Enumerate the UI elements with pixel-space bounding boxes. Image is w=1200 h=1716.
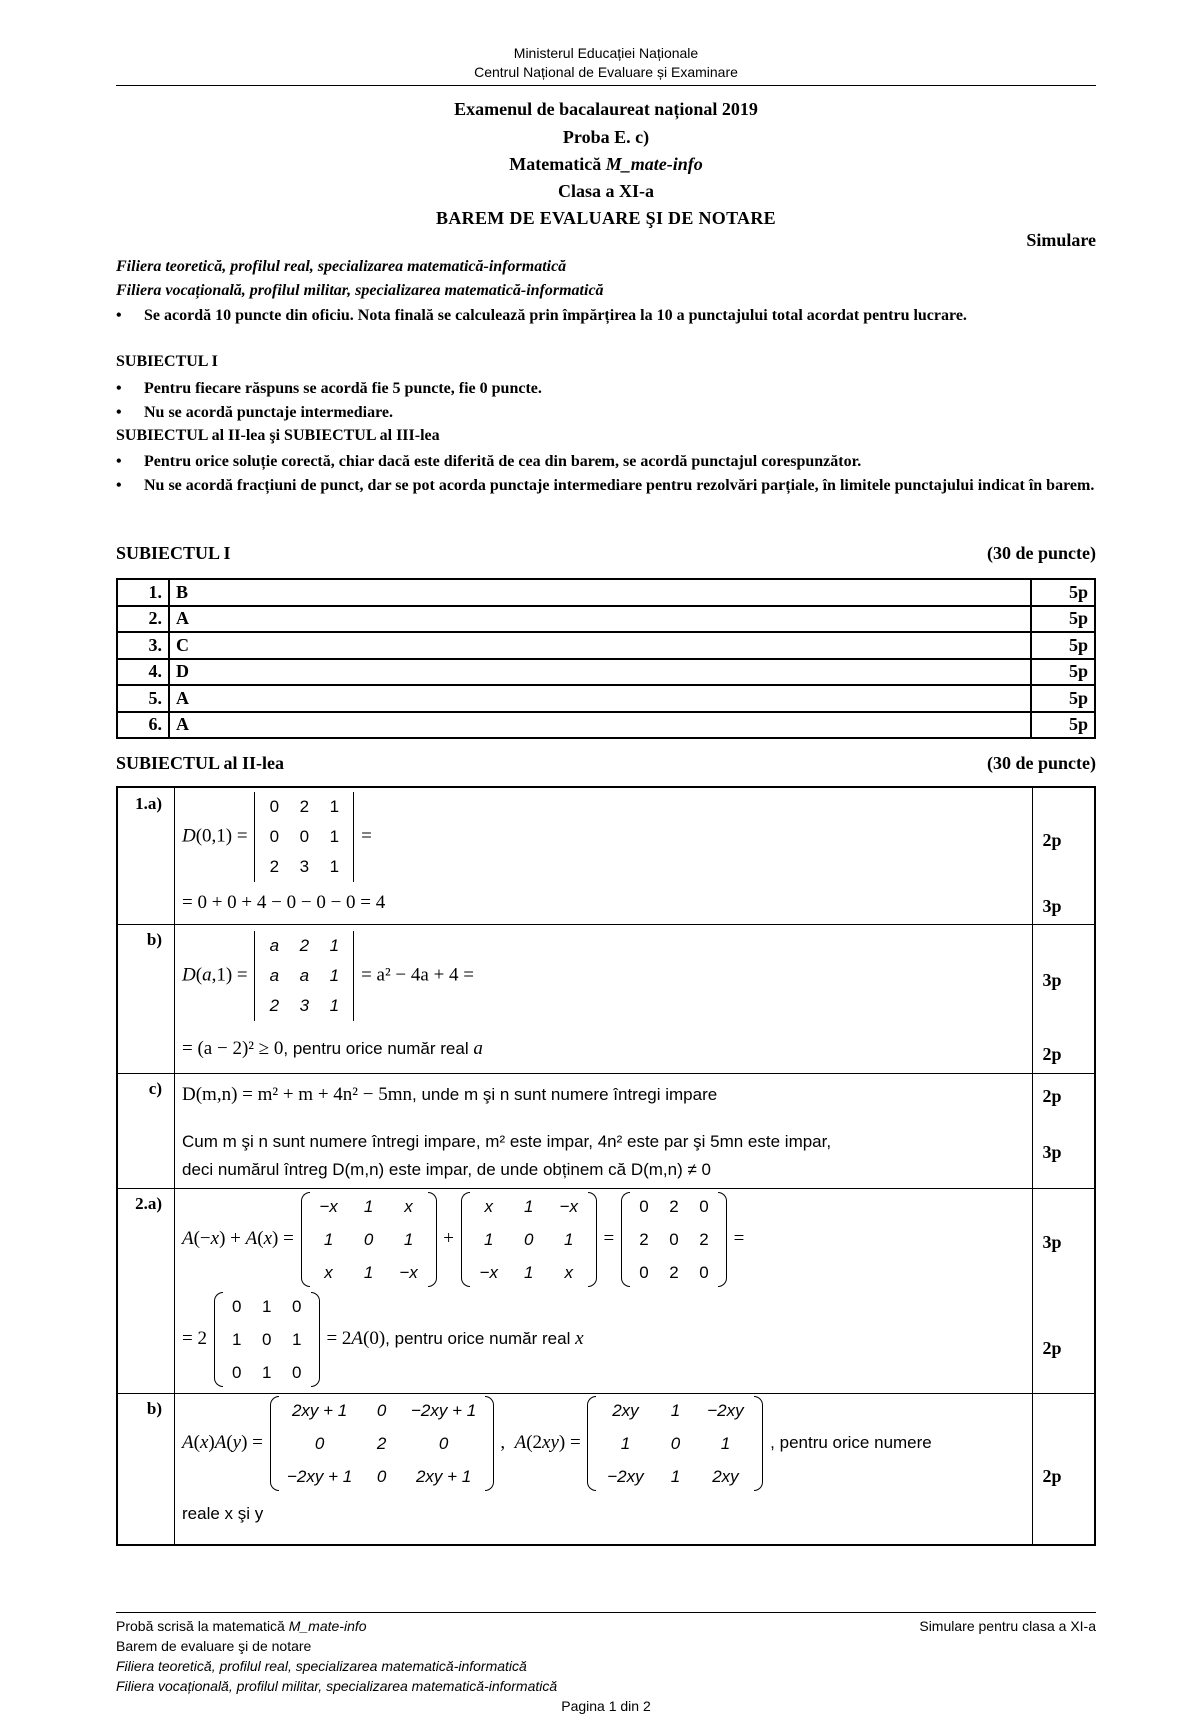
subject1-table [116, 578, 1096, 739]
points-1b-1: 3p [1042, 970, 1062, 990]
determinant-cell: 0 [299, 827, 310, 846]
points-1a-2: 3p [1042, 896, 1062, 916]
matrix-cell: 2xy + 1 [291, 1400, 348, 1420]
answer-value: D [169, 659, 1031, 686]
matrix-cell: 0 [231, 1296, 242, 1316]
footer-italic: M_mate-info [288, 1618, 367, 1634]
subject-italic: M_mate-info [605, 154, 703, 174]
matrix-cell: x [564, 1262, 573, 1282]
determinant-cell: 1 [329, 966, 340, 985]
item-number: 4. [117, 659, 169, 686]
matrix-cell: −2xy [607, 1466, 644, 1486]
points-value: 5p [1031, 712, 1095, 739]
s1-rule-1 [116, 377, 1096, 400]
answer-row [117, 712, 1095, 739]
determinant-cell: 1 [329, 827, 340, 846]
matrix-cell: 0 [670, 1433, 681, 1453]
answer-row [117, 632, 1095, 659]
c-explanation-1: Cum m şi n sunt numere întregi impare, m² este impar, 4n² este par şi 5mn este impar, [182, 1132, 832, 1151]
points-value: 5p [1031, 632, 1095, 659]
item-label-2b: b) [146, 1399, 162, 1418]
matrix-cell: 1 [524, 1196, 534, 1216]
answer-row [117, 659, 1095, 686]
expansion-1b: = a² − 4a + 4 = [361, 964, 475, 986]
matrix-cell: 1 [670, 1466, 681, 1486]
points-value: 5p [1031, 685, 1095, 712]
matrix-2a-1 [301, 1190, 437, 1289]
answer-value: A [169, 712, 1031, 739]
s23-rule-2 [116, 474, 1096, 497]
barem-title: BAREM DE EVALUARE ŞI DE NOTARE [436, 208, 776, 228]
item-number: 6. [117, 712, 169, 739]
matrix-cell: 2 [669, 1196, 679, 1216]
item-label-1c: c) [148, 1079, 162, 1098]
subject-title [116, 151, 1096, 178]
general-instruction [116, 304, 1096, 327]
matrix-cell: 0 [376, 1466, 387, 1486]
matrix-cell: 1 [620, 1433, 631, 1453]
matrix-cell: −x [319, 1196, 338, 1216]
item-number: 1. [117, 579, 169, 606]
points-value: 5p [1031, 659, 1095, 686]
s23-rules-title: SUBIECTUL al II-lea şi SUBIECTUL al III-lea [116, 427, 440, 444]
matrix-2b-2 [587, 1394, 763, 1493]
matrix-cell: 2 [669, 1262, 679, 1282]
matrix-cell: −x [559, 1196, 578, 1216]
footer-right: Simulare pentru clasa a XI-a [919, 1618, 1096, 1634]
subject1-title: SUBIECTUL I [116, 543, 231, 563]
matrix-cell: −x [479, 1262, 498, 1282]
page-number: Pagina 1 din 2 [561, 1698, 651, 1714]
determinant-cell: 1 [329, 797, 340, 816]
solution-2a-result: = 2 0 1 0 1 0 1 0 1 0 = 2A(0), pentru orice număr real x [182, 1290, 584, 1389]
matrix-cell: 0 [639, 1196, 649, 1216]
subject2-points: (30 de puncte) [987, 753, 1096, 773]
determinant-cell: 3 [299, 857, 310, 876]
proba-title: Proba E. c) [562, 127, 650, 147]
determinant-cell: a [269, 966, 280, 985]
filiera-line-2: Filiera vocațională, profilul militar, specializarea matematică-informatică [116, 282, 604, 299]
determinant-cell: a [299, 966, 310, 985]
answer-row [117, 685, 1095, 712]
rule-text: Pentru fiecare răspuns se acordă fie 5 puncte, fie 0 puncte. [144, 380, 542, 397]
footer-prefix: Probă scrisă la matematică [116, 1618, 289, 1634]
matrix-cell: 0 [231, 1362, 242, 1382]
matrix-cell: 0 [438, 1433, 449, 1453]
determinant-cell: 2 [269, 996, 280, 1015]
c-formula: D(m,n) = m² + m + 4n² − 5mn [182, 1084, 412, 1105]
matrix-2a-4 [214, 1290, 320, 1389]
exam-title: Examenul de bacalaureat național 2019 [454, 99, 758, 119]
matrix-cell: 2xy [612, 1400, 639, 1420]
matrix-cell: 1 [231, 1329, 242, 1349]
column-divider [174, 788, 175, 1544]
bullet: • [116, 380, 122, 397]
matrix-cell: 0 [291, 1362, 302, 1382]
matrix-cell: 1 [670, 1400, 681, 1420]
footer-line-4: Filiera vocațională, profilul militar, specializarea matematică-informatică [116, 1678, 558, 1694]
solution-2b-line-2 [182, 1504, 263, 1524]
matrix-cell: 1 [323, 1229, 334, 1249]
bullet: • [116, 453, 122, 470]
matrix-2a-3 [621, 1190, 727, 1289]
points-2a-2: 2p [1042, 1338, 1062, 1358]
points-value: 5p [1031, 579, 1095, 606]
item-number: 3. [117, 632, 169, 659]
matrix-cell: 1 [363, 1196, 374, 1216]
row-divider [118, 924, 1094, 925]
matrix-cell: 1 [564, 1229, 574, 1249]
footer-line-2: Barem de evaluare şi de notare [116, 1638, 312, 1654]
matrix-cell: 0 [524, 1229, 534, 1249]
rule-text: Nu se acordă fracțiuni de punct, dar se pot acorda punctaje intermediare pentru rezolvări parțiale, în limitele punctajului indicat în barem. [144, 477, 1095, 494]
determinant-1a [254, 792, 354, 882]
item-number: 5. [117, 685, 169, 712]
points-1c-2: 3p [1042, 1142, 1062, 1162]
simulare-label: Simulare [1026, 230, 1096, 250]
matrix-2b-1 [270, 1394, 494, 1493]
answer-value: A [169, 606, 1031, 633]
s1-rules-title: SUBIECTUL I [116, 353, 218, 370]
item-label-1a: 1.a) [135, 794, 162, 813]
matrix-cell: 2 [699, 1229, 709, 1249]
matrix-cell: x [324, 1262, 333, 1282]
points-2a-1: 3p [1042, 1232, 1062, 1252]
rule-text: Pentru orice soluție corectă, chiar dacă este diferită de cea din barem, se acordă punctajul corespunzător. [144, 453, 862, 470]
bullet: • [116, 404, 122, 421]
matrix-cell: 1 [291, 1329, 302, 1349]
subject2-title: SUBIECTUL al II-lea [116, 753, 285, 773]
result-1b-var: a [473, 1038, 483, 1059]
page-footer [116, 1616, 1096, 1716]
matrix-cell: 1 [261, 1362, 272, 1382]
matrix-cell: 1 [720, 1433, 731, 1453]
item-label-2a: 2.a) [135, 1194, 162, 1213]
matrix-cell: 0 [363, 1229, 374, 1249]
answer-value: B [169, 579, 1031, 606]
answer-row [117, 579, 1095, 606]
determinant-cell: a [269, 936, 280, 955]
result-2a-var: x [575, 1327, 584, 1349]
determinant-cell: 2 [299, 797, 310, 816]
determinant-cell: 1 [329, 857, 340, 876]
matrix-cell: x [484, 1196, 493, 1216]
matrix-cell: −2xy [707, 1400, 744, 1420]
matrix-cell: 0 [699, 1196, 709, 1216]
points-1b-2: 2p [1042, 1044, 1062, 1064]
c-condition: , unde m şi n sunt numere întregi impare [412, 1085, 718, 1104]
solution-1b-result [182, 1038, 483, 1060]
matrix-cell: 0 [376, 1400, 387, 1420]
points-1a-1: 2p [1042, 830, 1062, 850]
c-explanation-2: deci numărul întreg D(m,n) este impar, de unde obținem că D(m,n) ≠ 0 [182, 1160, 712, 1179]
matrix-cell: x [404, 1196, 413, 1216]
bullet: • [116, 307, 122, 324]
result-1b-text: , pentru orice număr real [283, 1039, 474, 1058]
class-title: Clasa a XI-a [557, 181, 654, 201]
points-value: 5p [1031, 606, 1095, 633]
solution-1c-line-2 [182, 1128, 962, 1184]
subject1-heading [116, 543, 1096, 564]
matrix-cell: 1 [403, 1229, 414, 1249]
result-2a-text: , pentru orice număr real [385, 1328, 576, 1348]
item-label-1b: b) [146, 930, 162, 949]
points-2b: 2p [1042, 1466, 1062, 1486]
answer-value: C [169, 632, 1031, 659]
matrix-cell: 0 [314, 1433, 325, 1453]
matrix-cell: 0 [261, 1329, 272, 1349]
document-titles [116, 96, 1096, 232]
page-header [116, 44, 1096, 82]
row-divider [118, 1188, 1094, 1189]
matrix-cell: −2xy + 1 [287, 1466, 353, 1486]
footer-line-3: Filiera teoretică, profilul real, specializarea matematică-informatică [116, 1658, 527, 1674]
determinant-1b [254, 931, 354, 1021]
matrix-cell: 1 [484, 1229, 494, 1249]
answer-row [117, 606, 1095, 633]
footer-divider [116, 1612, 1096, 1613]
general-text: Se acordă 10 puncte din oficiu. Nota finală se calculează prin împărțirea la 10 a punctajului total acordat pentru lucrare. [144, 307, 967, 324]
determinant-cell: 0 [269, 827, 280, 846]
header-divider [116, 85, 1096, 86]
bullet: • [116, 477, 122, 494]
solution-1b-determinant: D(a,1) = a 2 1 a a 1 2 3 1 = a² − 4a + 4 = [182, 931, 474, 1021]
matrix-cell: 1 [363, 1262, 374, 1282]
subject1-points: (30 de puncte) [987, 543, 1096, 563]
matrix-cell: 2xy + 1 [415, 1466, 472, 1486]
subject-prefix: Matematică [509, 154, 606, 174]
item-number: 2. [117, 606, 169, 633]
solution-1c-line-1 [182, 1084, 717, 1106]
result-1b-math: = (a − 2)² ≥ 0 [182, 1038, 284, 1059]
result-2b-text: , pentru orice numere [770, 1432, 932, 1452]
determinant-cell: 3 [299, 996, 310, 1015]
solution-1a-result [182, 892, 385, 914]
matrix-cell: 2 [376, 1433, 387, 1453]
matrix-cell: 1 [524, 1262, 534, 1282]
matrix-cell: 0 [699, 1262, 709, 1282]
solution-1a-determinant: D(0,1) = 0 2 1 0 0 1 2 3 1 = [182, 792, 372, 882]
determinant-cell: 0 [269, 797, 280, 816]
matrix-cell: −2xy + 1 [411, 1400, 477, 1420]
matrix-cell: 1 [261, 1296, 272, 1316]
subject2-heading [116, 753, 1096, 774]
s1-rule-2 [116, 401, 1096, 424]
row-divider [118, 1073, 1094, 1074]
determinant-cell: 2 [299, 936, 310, 955]
matrix-cell: −x [399, 1262, 418, 1282]
determinant-cell: 2 [269, 857, 280, 876]
s23-rule-1 [116, 450, 1096, 473]
result-1a: = 0 + 0 + 4 − 0 − 0 − 0 = 4 [182, 892, 386, 913]
answer-value: A [169, 685, 1031, 712]
determinant-cell: 1 [329, 936, 340, 955]
rule-text: Nu se acordă punctaje intermediare. [144, 404, 393, 421]
matrix-cell: 0 [639, 1262, 649, 1282]
ministry-name: Ministerul Educației Naționale [513, 45, 699, 61]
filiera-line-1: Filiera teoretică, profilul real, specializarea matematică-informatică [116, 258, 567, 275]
center-name: Centrul Național de Evaluare și Examinare [474, 64, 738, 80]
solution-2b-product: A(x)A(y) = 2xy + 1 0 −2xy + 1 0 2 0 −2xy + 1 0 2xy + 1 , A(2xy) = 2xy 1 −2xy 1 0 1 −2xy 1 2xy , pentru orice numere [182, 1394, 932, 1493]
matrix-cell: 0 [669, 1229, 679, 1249]
result-2b-vars: reale x şi y [182, 1504, 264, 1523]
matrix-cell: 0 [291, 1296, 302, 1316]
points-1c-1: 2p [1042, 1086, 1062, 1106]
matrix-2a-2 [461, 1190, 597, 1289]
subject2-table [116, 786, 1096, 1546]
determinant-cell: 1 [329, 996, 340, 1015]
solution-2a-sum: A(−x) + A(x) = −x 1 x 1 0 1 x 1 −x + x 1 −x 1 0 1 −x 1 x = 0 2 0 2 0 2 0 2 0 = [182, 1190, 744, 1289]
matrix-cell: 2xy [712, 1466, 739, 1486]
matrix-cell: 2 [639, 1229, 649, 1249]
